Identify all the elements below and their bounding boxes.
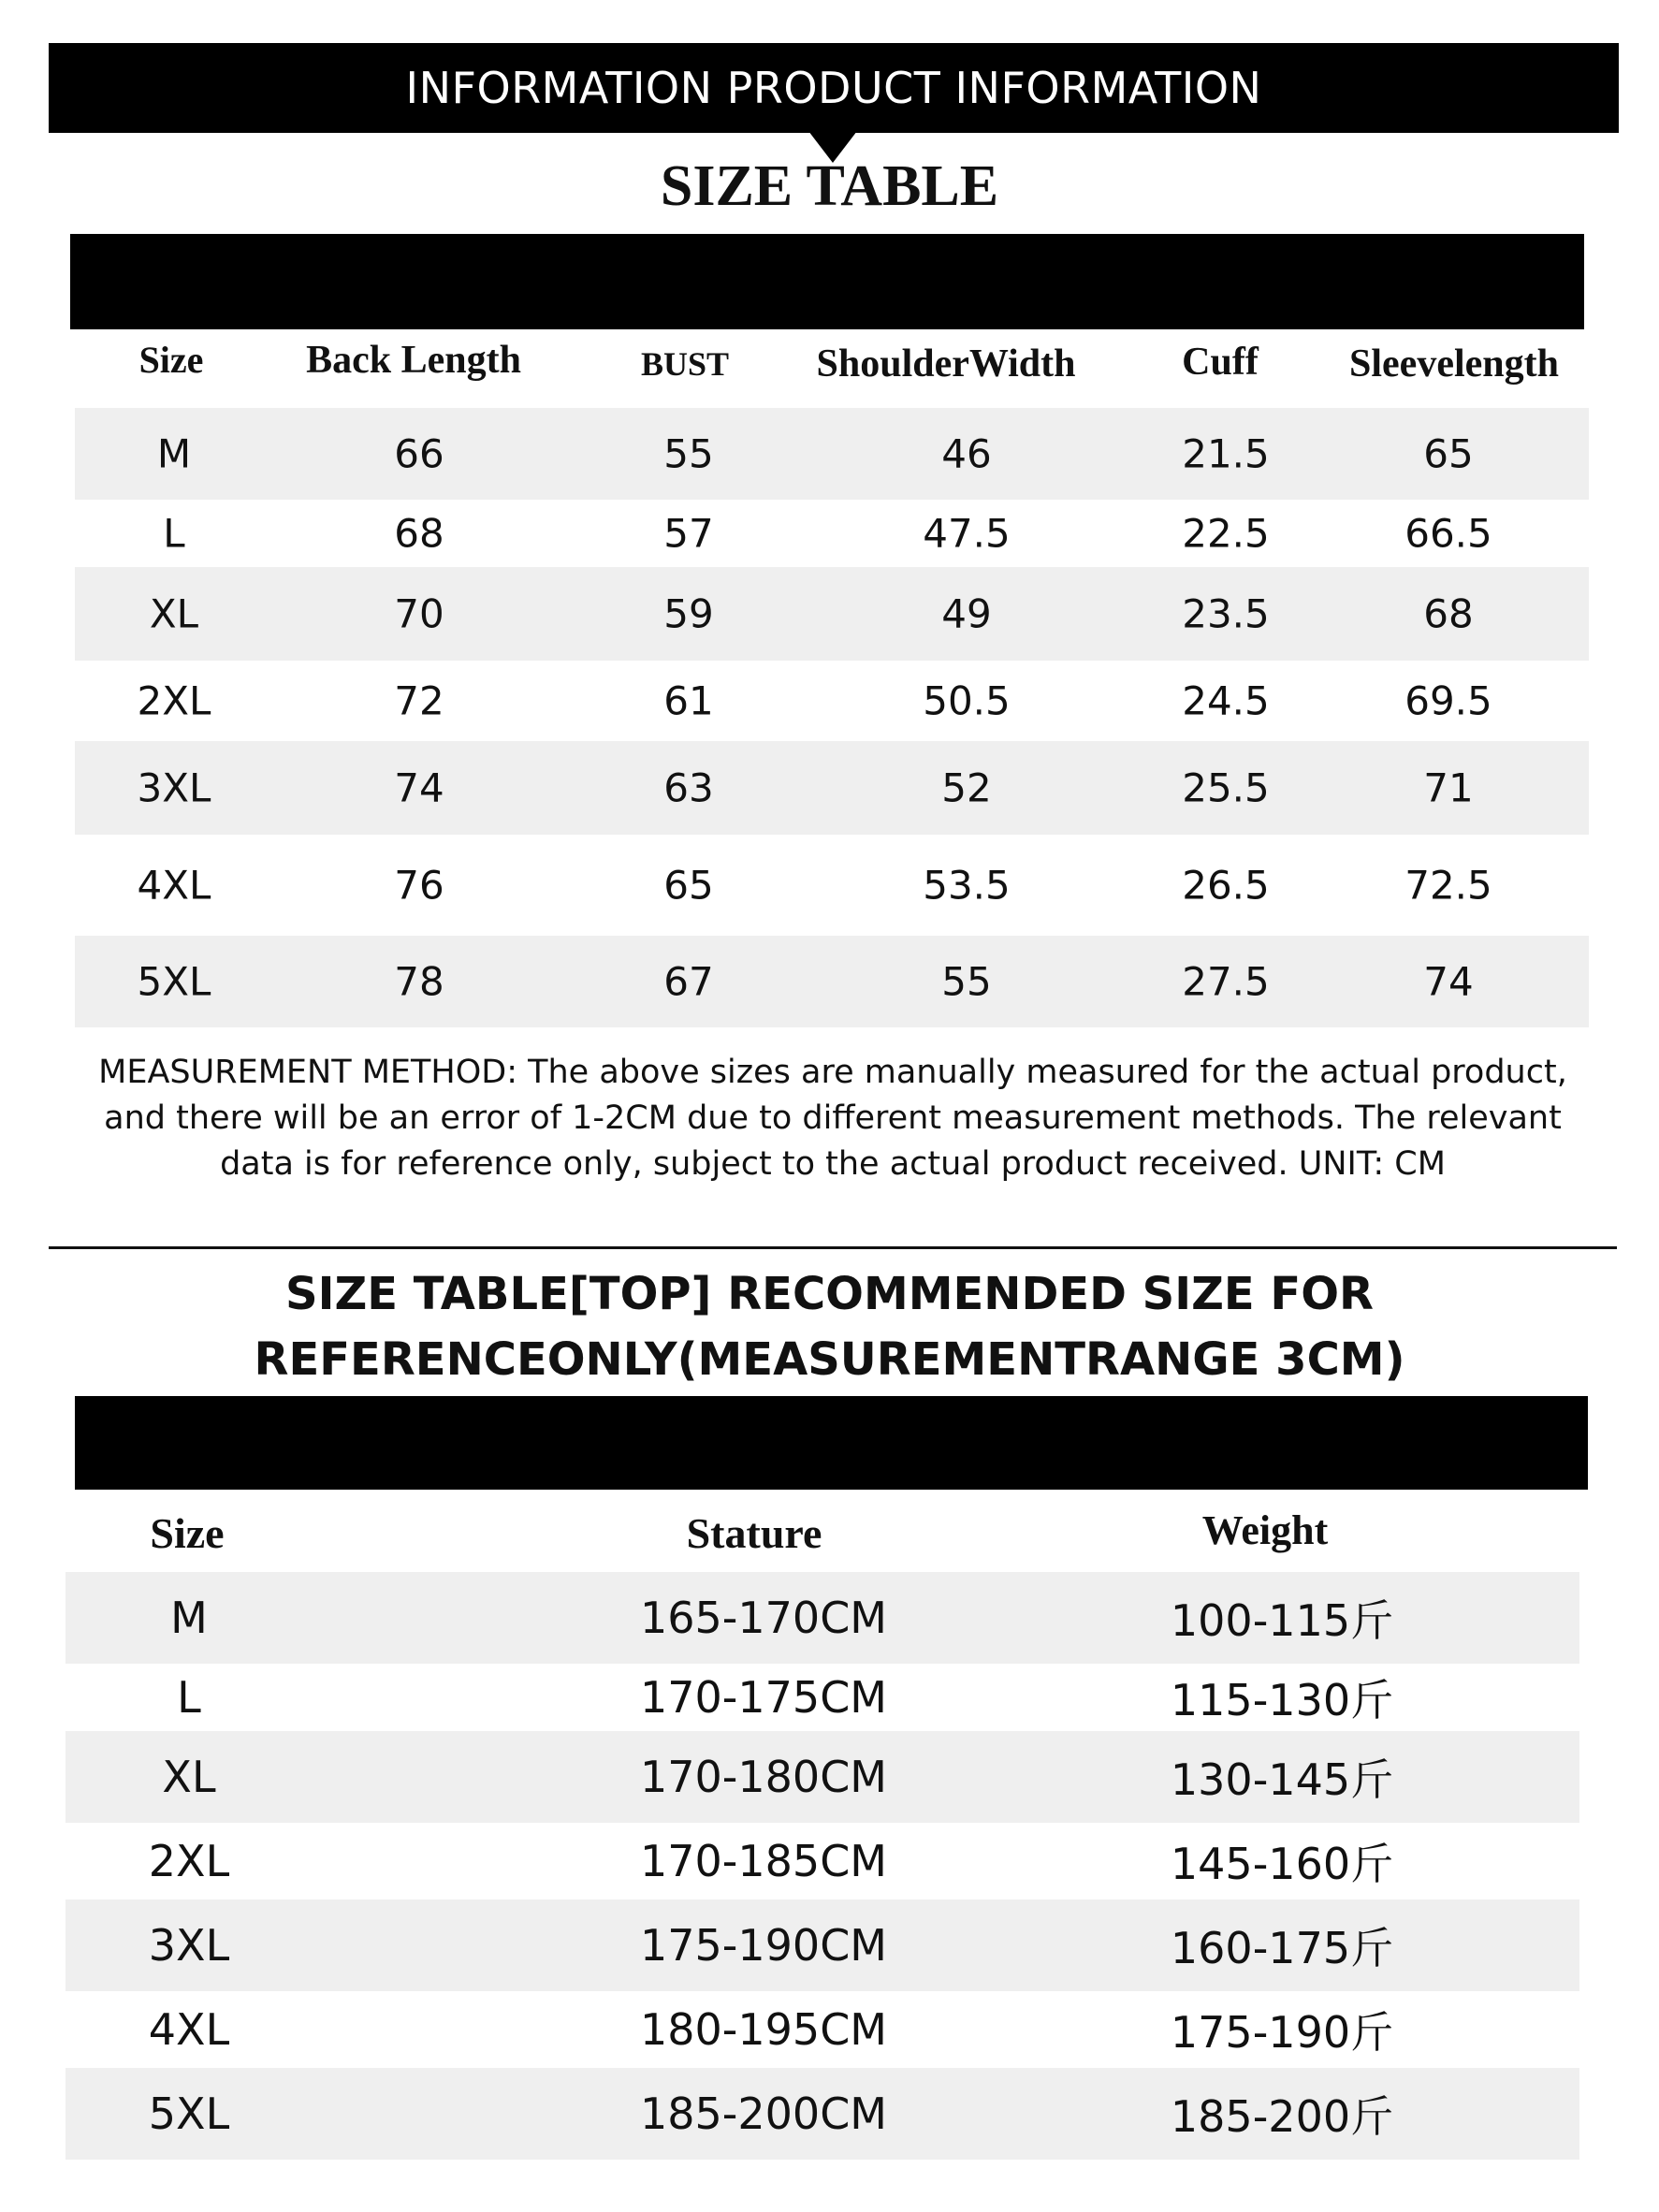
size-cell: 3XL	[148, 1920, 230, 1971]
value-cell: 160-175斤	[1170, 1923, 1394, 1973]
value-cell: 27.5	[1182, 958, 1270, 1005]
value-cell: 24.5	[1182, 677, 1270, 724]
value-cell: 55	[663, 430, 714, 477]
table-row	[75, 567, 1589, 661]
value-cell: 47.5	[923, 510, 1011, 557]
table-row	[65, 2068, 1579, 2160]
value-cell: 170-175CM	[639, 1672, 888, 1723]
header-sleeve-length: Sleevelength	[1349, 342, 1559, 386]
value-cell: 72	[394, 677, 444, 724]
value-cell: 175-190斤	[1170, 2007, 1394, 2058]
header-bust: BUST	[640, 345, 730, 383]
header-shoulder-width: ShoulderWidth	[816, 342, 1076, 386]
header-weight: Weight	[1201, 1507, 1329, 1553]
banner-title: INFORMATION PRODUCT INFORMATION	[405, 63, 1262, 113]
value-cell: 66	[394, 430, 444, 477]
recommend-table-header-bar	[75, 1396, 1588, 1490]
size-cell: L	[177, 1672, 201, 1723]
value-cell: 23.5	[1182, 590, 1270, 637]
value-cell: 170-180CM	[639, 1752, 888, 1802]
table-row	[75, 500, 1589, 567]
value-cell: 65	[663, 862, 714, 909]
info-banner	[49, 43, 1619, 133]
size-table-header-bar	[70, 234, 1584, 329]
size-cell: 4XL	[137, 862, 211, 909]
value-cell: 66.5	[1404, 510, 1492, 557]
value-cell: 57	[663, 510, 714, 557]
value-cell: 68	[394, 510, 444, 557]
value-cell: 74	[394, 764, 444, 811]
size-cell: 2XL	[148, 1836, 230, 1886]
value-cell: 130-145斤	[1170, 1754, 1394, 1805]
table-row	[65, 1731, 1579, 1823]
value-cell: 170-185CM	[639, 1836, 888, 1886]
value-cell: 52	[941, 764, 992, 811]
table-row	[65, 1823, 1579, 1899]
value-cell: 63	[663, 764, 714, 811]
recommend-title-line-1: SIZE TABLE[TOP] RECOMMENDED SIZE FOR	[285, 1268, 1374, 1320]
value-cell: 145-160斤	[1170, 1839, 1394, 1889]
table-row	[75, 936, 1589, 1027]
value-cell: 100-115斤	[1170, 1595, 1394, 1646]
header-size: Size	[150, 1509, 225, 1557]
value-cell: 165-170CM	[639, 1593, 888, 1643]
value-cell: 53.5	[923, 862, 1011, 909]
value-cell: 175-190CM	[639, 1920, 888, 1971]
header-size: Size	[138, 339, 204, 381]
value-cell: 71	[1423, 764, 1474, 811]
value-cell: 115-130斤	[1170, 1675, 1394, 1725]
size-cell: 5XL	[137, 958, 211, 1005]
table-row	[75, 835, 1589, 936]
header-stature: Stature	[686, 1509, 822, 1557]
size-table	[75, 329, 1589, 1031]
value-cell: 46	[941, 430, 992, 477]
recommend-table	[65, 1490, 1579, 2163]
table-row	[65, 1991, 1579, 2068]
value-cell: 26.5	[1182, 862, 1270, 909]
value-cell: 21.5	[1182, 430, 1270, 477]
value-cell: 76	[394, 862, 444, 909]
value-cell: 50.5	[923, 677, 1011, 724]
size-cell: M	[170, 1593, 208, 1643]
value-cell: 180-195CM	[639, 2004, 888, 2055]
size-cell: M	[156, 430, 192, 477]
value-cell: 59	[663, 590, 714, 637]
value-cell: 185-200斤	[1170, 2091, 1394, 2142]
size-cell: XL	[162, 1752, 216, 1802]
size-table-title: SIZE TABLE	[660, 154, 999, 218]
value-cell: 69.5	[1404, 677, 1492, 724]
table-row	[75, 741, 1589, 835]
value-cell: 185-200CM	[639, 2088, 888, 2139]
table-row	[75, 661, 1589, 741]
header-back-length: Back Length	[306, 339, 521, 382]
measurement-note: MEASUREMENT METHOD: The above sizes are manually measured for the actual product, and there will be an error of 1-2CM due to different measurement methods. The relevant data is for reference only, subject to the actual product received. UNIT: CM	[98, 1054, 1567, 1183]
value-cell: 74	[1423, 958, 1474, 1005]
header-cuff: Cuff	[1182, 341, 1259, 384]
value-cell: 61	[663, 677, 714, 724]
table-row	[65, 1572, 1579, 1664]
size-cell: L	[163, 510, 185, 557]
table-row	[65, 1664, 1579, 1731]
value-cell: 22.5	[1182, 510, 1270, 557]
value-cell: 67	[663, 958, 714, 1005]
recommend-table-title	[187, 1261, 1472, 1392]
value-cell: 78	[394, 958, 444, 1005]
value-cell: 49	[941, 590, 992, 637]
size-cell: 2XL	[137, 677, 211, 724]
table-row	[65, 1899, 1579, 1991]
size-cell: 4XL	[148, 2004, 230, 2055]
size-cell: 5XL	[148, 2088, 230, 2139]
value-cell: 55	[941, 958, 992, 1005]
recommend-title-line-2: REFERENCEONLY(MEASUREMENTRANGE 3CM)	[254, 1333, 1405, 1386]
section-divider	[49, 1246, 1617, 1249]
value-cell: 70	[394, 590, 444, 637]
value-cell: 25.5	[1182, 764, 1270, 811]
value-cell: 65	[1423, 430, 1474, 477]
value-cell: 72.5	[1404, 862, 1492, 909]
size-cell: XL	[149, 590, 199, 637]
table-row	[75, 408, 1589, 500]
size-cell: 3XL	[137, 764, 211, 811]
value-cell: 68	[1423, 590, 1474, 637]
